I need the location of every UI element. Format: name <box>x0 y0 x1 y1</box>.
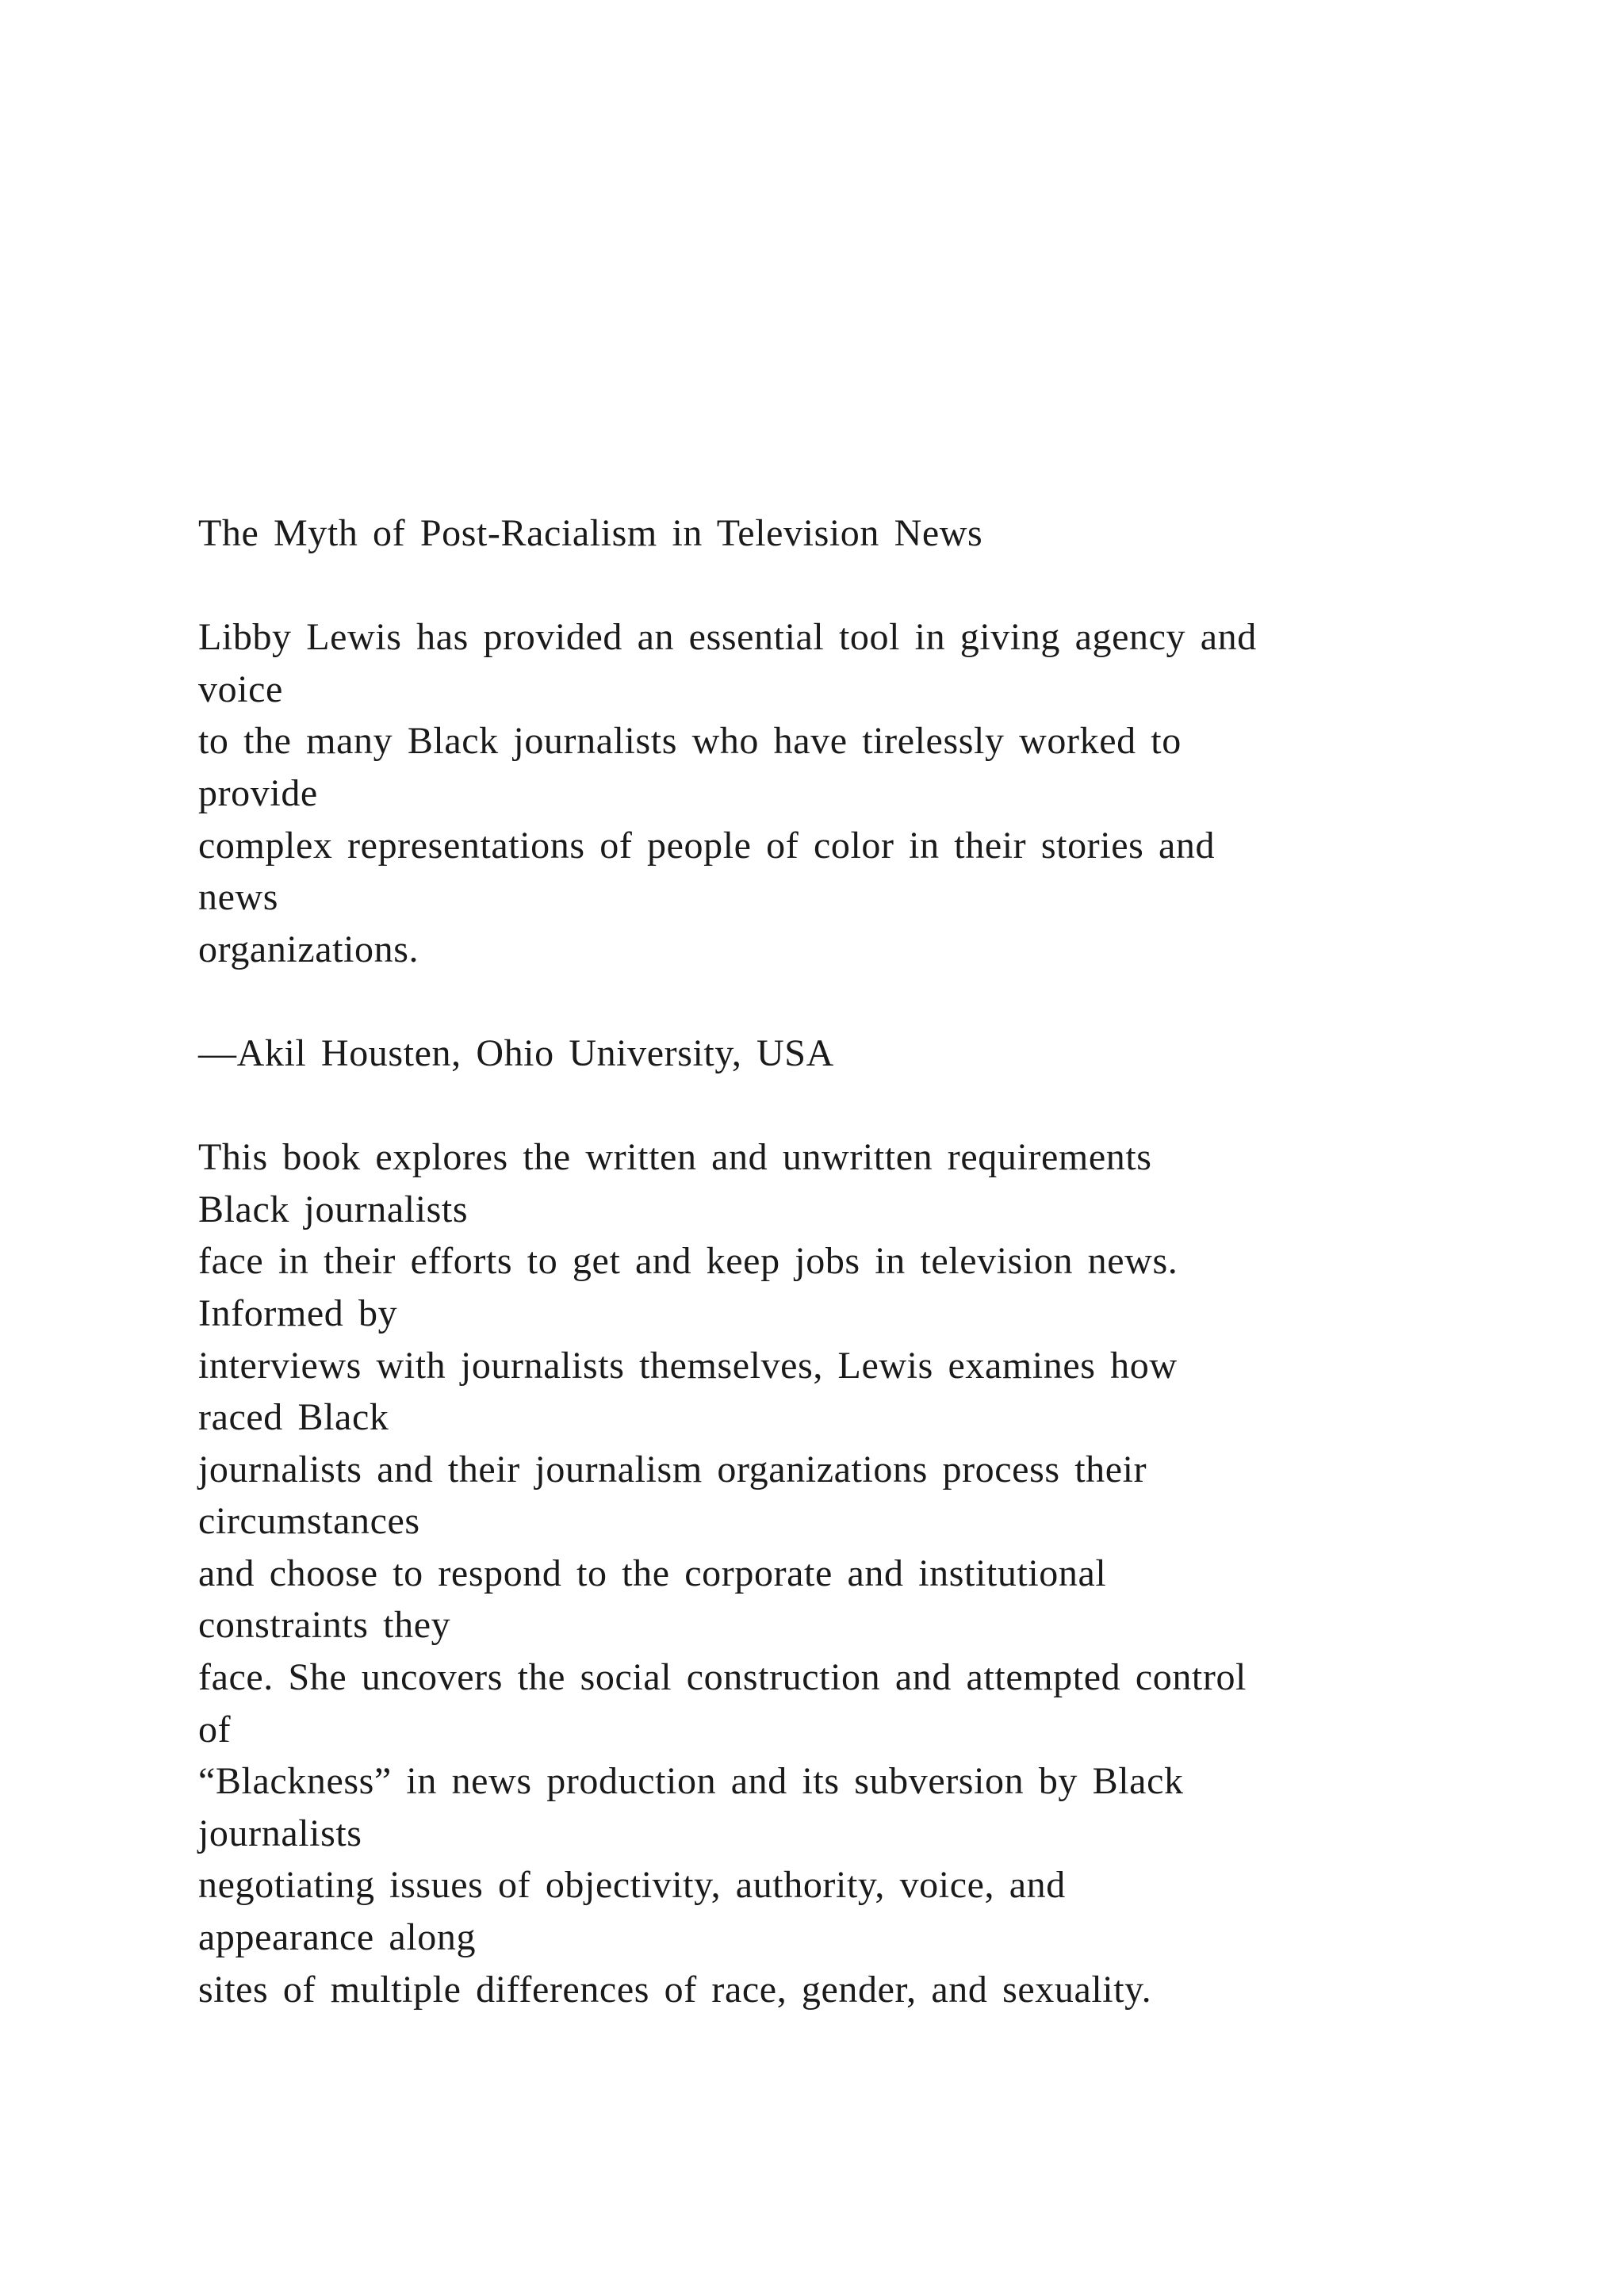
description-line: sites of multiple differences of race, gender, and sexuality. <box>198 1968 1152 2011</box>
book-description <box>198 1131 1546 2015</box>
page-title: The Myth of Post-Racialism in Television News <box>198 512 983 554</box>
description-line: Informed by <box>198 1292 398 1334</box>
endorsement-line: to the many Black journalists who have tirelessly worked to <box>198 720 1182 763</box>
description-line: journalists and their journalism organizations process their <box>198 1448 1147 1490</box>
endorsement-line: organizations. <box>198 928 419 970</box>
spacer <box>198 975 1546 1027</box>
description-line: face in their efforts to get and keep jobs in television news. <box>198 1240 1178 1283</box>
description-line: negotiating issues of objectivity, authority, voice, and <box>198 1864 1066 1907</box>
description-line: Black journalists <box>198 1188 469 1230</box>
endorsement-line: voice <box>198 668 283 710</box>
document-body <box>198 507 1546 2015</box>
description-line: This book explores the written and unwritten requirements <box>198 1136 1152 1179</box>
description-line: “Blackness” in news production and its subversion by Black <box>198 1760 1184 1803</box>
endorsement-quote <box>198 611 1546 975</box>
description-line: raced Black <box>198 1396 389 1439</box>
description-line: and choose to respond to the corporate and institutional <box>198 1552 1107 1594</box>
description-line: of <box>198 1708 232 1751</box>
endorsement-line: news <box>198 876 279 919</box>
endorsement-line: provide <box>198 771 318 814</box>
spacer <box>198 1080 1546 1132</box>
description-line: appearance along <box>198 1916 477 1959</box>
endorsement-line: complex representations of people of color in their stories and <box>198 824 1216 867</box>
description-line: constraints they <box>198 1604 451 1647</box>
spacer <box>198 560 1546 612</box>
endorsement-attribution: —Akil Housten, Ohio University, USA <box>198 1031 834 1074</box>
description-line: circumstances <box>198 1500 420 1543</box>
description-line: interviews with journalists themselves, Lewis examines how <box>198 1344 1178 1387</box>
endorsement-line: Libby Lewis has provided an essential tool in giving agency and <box>198 616 1257 659</box>
description-line: face. She uncovers the social construction and attempted control <box>198 1656 1247 1699</box>
description-line: journalists <box>198 1812 362 1854</box>
